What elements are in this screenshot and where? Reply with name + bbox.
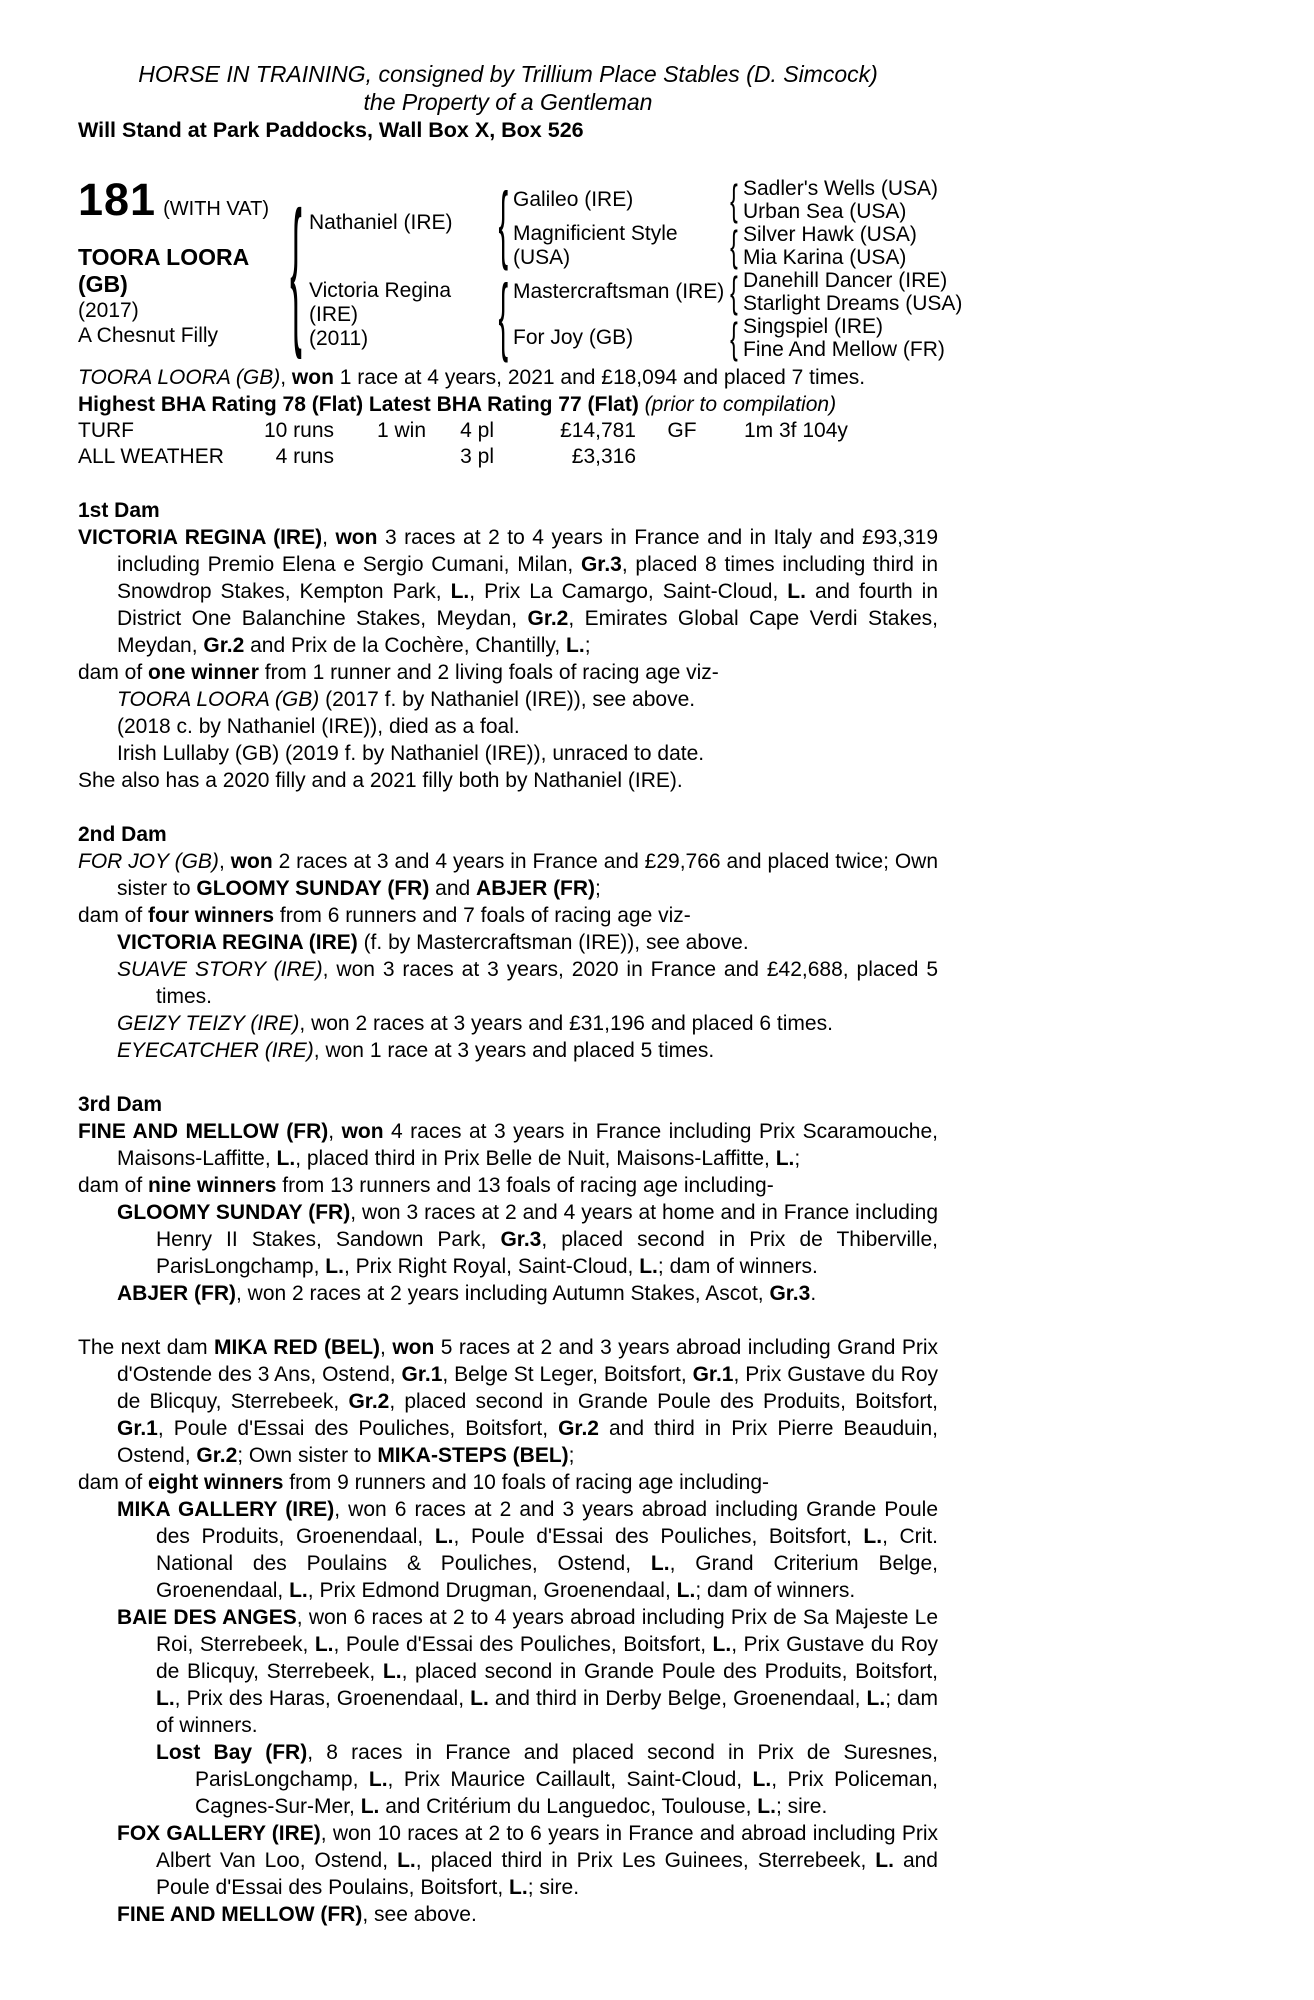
going-value: GF: [667, 419, 697, 442]
great-grandparent-name: Danehill Dancer (IRE): [743, 269, 948, 292]
lot-number-line: [78, 174, 283, 226]
pedigree-brace-icon: {: [498, 174, 509, 272]
produce-entry: GLOOMY SUNDAY (FR), won 3 races at 2 and 4 years at home and in France including Henry II Stakes, Sandown Park, Gr.3, placed second in Prix de Thiberville, ParisLongchamp, L., Prix Right Royal, Saint-Cloud, L.; dam of winners.: [117, 1201, 939, 1278]
great-grandparents: [743, 269, 962, 315]
great-grandparent-name: Fine And Mellow (FR): [743, 338, 945, 361]
dam-of-line: dam of four winners from 6 runners and 7 foals of racing age viz-: [78, 904, 691, 927]
wins-value: 1 win: [376, 419, 426, 442]
dam-of-line: dam of nine winners from 13 runners and 13 foals of racing age including-: [78, 1174, 774, 1197]
dam-record-paragraph: FOR JOY (GB), won 2 races at 3 and 4 years in France and £29,766 and placed twice; Own sister to GLOOMY SUNDAY (FR) and ABJER (FR);: [78, 850, 938, 900]
bha-rating-heading: Highest BHA Rating 78 (Flat) Latest BHA Rating 77 (Flat) (prior to compilation): [78, 393, 837, 416]
third-dam-section: [78, 1091, 938, 1307]
sire-branch: [309, 174, 962, 272]
dam-name-line: Victoria Regina (IRE): [309, 279, 452, 326]
lot-info: [78, 174, 283, 364]
produce-entry: SUAVE STORY (IRE), won 3 races at 3 years, 2020 in France and £42,688, placed 5 times.: [117, 958, 938, 1008]
section-heading: 3rd Dam: [78, 1093, 163, 1116]
dam-of-line: dam of one winner from 1 runner and 2 living foals of racing age viz-: [78, 661, 719, 684]
produce-entry: Lost Bay (FR), 8 races in France and placed second in Prix de Suresnes, ParisLongchamp, L., Prix Maurice Caillault, Saint-Cloud, L., Prix Policeman, Cagnes-Sur-Mer, L. and Critérium du Languedoc, Toulouse, L.; sire.: [156, 1741, 939, 1818]
dam-name: [309, 279, 493, 351]
grandparent-name: For Joy (GB): [513, 326, 634, 349]
grandparent-name: Galileo (IRE): [513, 188, 634, 211]
runs-value: 10 runs: [263, 419, 334, 442]
earnings-value: £14,781: [560, 419, 636, 442]
additional-produce-note: She also has a 2020 filly and a 2021 filly both by Nathaniel (IRE).: [78, 769, 683, 792]
going-value: [636, 444, 728, 470]
wins-value: [334, 444, 426, 470]
great-grandparent-name: Starlight Dreams (USA): [743, 292, 963, 315]
produce-entry: MIKA GALLERY (IRE), won 6 races at 2 and 3 years abroad including Grande Poule des Produits, Groenendaal, L., Poule d'Essai des Pouliches, Boitsfort, L., Crit. National des Poulains & Pouliches, Ostend, L., Grand Criterium Belge, Groenendaal, L., Prix Edmond Drugman, Groenendaal, L.; dam of winners.: [117, 1498, 939, 1602]
great-grandparent-name: Sadler's Wells (USA): [743, 177, 938, 200]
produce-entry: EYECATCHER (IRE), won 1 race at 3 years and placed 5 times.: [117, 1039, 715, 1062]
surface-label: ALL WEATHER: [78, 445, 224, 468]
produce-entry: VICTORIA REGINA (IRE) (f. by Mastercraftsman (IRE)), see above.: [117, 931, 749, 954]
great-grandparent-name: Urban Sea (USA): [743, 200, 907, 223]
dam-record-paragraph: FINE AND MELLOW (FR), won 4 races at 3 years in France including Prix Scaramouche, Maisons-Laffitte, L., placed third in Prix Belle de Nuit, Maisons-Laffitte, L.;: [78, 1120, 938, 1170]
horse-description: A Chesnut Filly: [78, 324, 219, 347]
lot-number: 181: [78, 174, 157, 225]
pedigree-brace-icon: {: [498, 266, 509, 364]
race-record-table: [78, 418, 938, 470]
table-row-turf: [78, 418, 938, 444]
table-row-all-weather: [78, 444, 938, 470]
produce-entry: (2018 c. by Nathaniel (IRE)), died as a foal.: [117, 715, 520, 738]
grandparent-name: Mastercraftsman (IRE): [513, 280, 725, 303]
pedigree-brace-icon: {: [730, 222, 738, 270]
pedigree-parents-column: [309, 174, 963, 364]
section-heading: 1st Dam: [78, 499, 160, 522]
granddam-row: [513, 223, 938, 269]
lot-vat-note: (WITH VAT): [163, 198, 269, 220]
produce-entry: FINE AND MELLOW (FR), see above.: [117, 1903, 477, 1926]
produce-entry: GEIZY TEIZY (IRE), won 2 races at 3 years and £31,196 and placed 6 times.: [117, 1012, 833, 1035]
pedigree-brace-icon: {: [730, 176, 738, 224]
dam-branch: [309, 266, 963, 364]
places-value: 4 pl: [460, 419, 494, 442]
pedigree-brace-icon: {: [730, 314, 738, 362]
granddam-row: [513, 315, 962, 361]
dam-year-line: (2011): [309, 327, 369, 350]
first-dam-section: [78, 497, 938, 794]
produce-entry: ABJER (FR), won 2 races at 2 years including Autumn Stakes, Ascot, Gr.3.: [117, 1282, 817, 1305]
places-value: 3 pl: [460, 445, 494, 468]
distance-value: 1m 3f 104y: [744, 419, 848, 442]
produce-entry: FOX GALLERY (IRE), won 10 races at 2 to 6 years in France and abroad including Prix Albert Van Loo, Ostend, L., placed third in Prix Les Guinees, Sterrebeek, L. and Poule d'Essai des Poulains, Boitsfort, L.; sire.: [117, 1822, 938, 1899]
next-dam-section: [78, 1334, 938, 1928]
runs-value: 4 runs: [275, 445, 334, 468]
surface-label: TURF: [78, 419, 134, 442]
consignor-header-line2: the Property of a Gentleman: [363, 89, 653, 115]
dam-grandparents: [513, 269, 962, 361]
produce-entry: BAIE DES ANGES, won 6 races at 2 to 4 years abroad including Prix de Sa Majeste Le Roi, Sterrebeek, L., Poule d'Essai des Pouliches, Boitsfort, L., Prix Gustave du Roy de Blicquy, Sterrebeek, L., placed second in Grande Poule des Produits, Boitsfort, L., Prix des Haras, Groenendaal, L. and third in Derby Belge, Groenendaal, L.; dam of winners.: [117, 1606, 938, 1737]
great-grandparents: [743, 177, 938, 223]
great-grandparents: [743, 223, 917, 269]
great-grandparent-name: Mia Karina (USA): [743, 246, 907, 269]
horse-name: TOORA LOORA (GB): [78, 244, 249, 297]
great-grandparent-name: Singspiel (IRE): [743, 315, 884, 338]
grandparent-name: Magnificient Style (USA): [513, 222, 678, 269]
dam-record-paragraph: The next dam MIKA RED (BEL), won 5 races at 2 and 3 years abroad including Grand Prix d'Ostende des 3 Ans, Ostend, Gr.1, Belge St Leger, Boitsfort, Gr.1, Prix Gustave du Roy de Blicquy, Sterrebeek, Gr.2, placed second in Grande Poule des Produits, Boitsfort, Gr.1, Poule d'Essai des Pouliches, Boitsfort, Gr.2 and third in Prix Pierre Beauduin, Ostend, Gr.2; Own sister to MIKA-STEPS (BEL);: [78, 1336, 939, 1467]
pedigree-brace-icon: {: [290, 177, 302, 361]
pedigree-brace-icon: {: [730, 268, 738, 316]
pedigree-section: [78, 174, 963, 364]
sire-name: Nathaniel (IRE): [309, 211, 453, 234]
consignor-header-line1: HORSE IN TRAINING, consigned by Trillium Place Stables (D. Simcock): [138, 61, 878, 87]
produce-entry: TOORA LOORA (GB) (2017 f. by Nathaniel (IRE)), see above.: [117, 688, 696, 711]
produce-entry: Irish Lullaby (GB) (2019 f. by Nathaniel (IRE)), unraced to date.: [117, 742, 705, 765]
earnings-value: £3,316: [571, 445, 636, 468]
section-heading: 2nd Dam: [78, 823, 167, 846]
stand-location-line: Will Stand at Park Paddocks, Wall Box X, Box 526: [78, 118, 584, 142]
grandsire-row: [513, 177, 938, 223]
dam-record-paragraph: VICTORIA REGINA (IRE), won 3 races at 2 to 4 years in France and in Italy and £93,319 including Premio Elena e Sergio Cumani, Milan, Gr.3, placed 8 times including third in Snowdrop Stakes, Kempton Park, L., Prix La Camargo, Saint-Cloud, L. and fourth in District One Balanchine Stakes, Meydan, Gr.2, Emirates Global Cape Verdi Stakes, Meydan, Gr.2 and Prix de la Cochère, Chantilly, L.;: [78, 526, 939, 657]
horse-foaling-year: (2017): [78, 299, 139, 322]
pedigree-tree: [283, 174, 962, 364]
race-record-paragraph: TOORA LOORA (GB), won 1 race at 4 years, 2021 and £18,094 and placed 7 times.: [78, 366, 866, 389]
great-grandparents: [743, 315, 945, 361]
grandsire-row: [513, 269, 962, 315]
great-grandparent-name: Silver Hawk (USA): [743, 223, 917, 246]
dam-of-line: dam of eight winners from 9 runners and 10 foals of racing age including-: [78, 1471, 770, 1494]
second-dam-section: [78, 821, 938, 1064]
sire-grandparents: [513, 177, 938, 269]
